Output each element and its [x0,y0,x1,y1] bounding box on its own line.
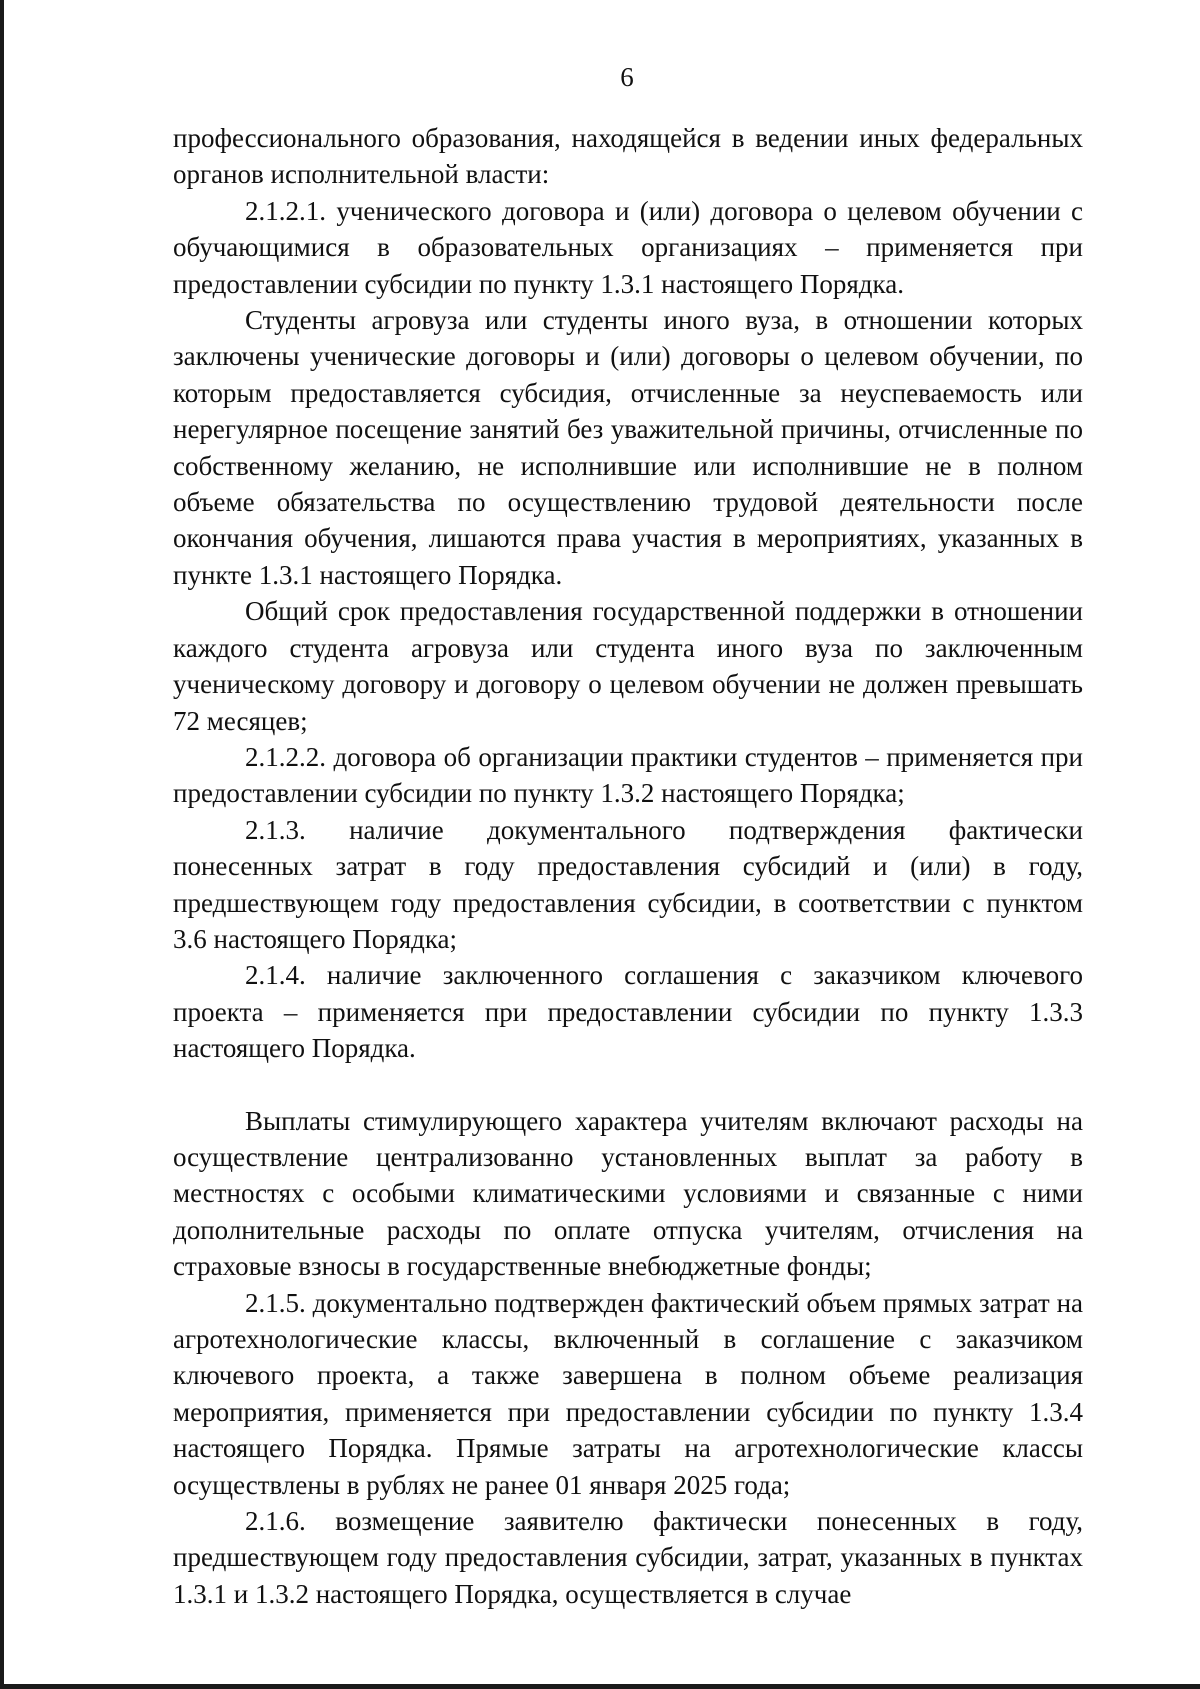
page-number: 6 [620,62,634,92]
scan-border-left [0,0,4,1689]
paragraph-2-1-2-2: 2.1.2.2. договора об организации практики студентов – применяется при предоставлении субсидии по пункту 1.3.2 настоящего Порядка; [173,741,1083,809]
scan-border-bottom [0,1684,1200,1689]
paragraph-continuation: профессионального образования, находящейся в ведении иных федеральных органов исполнительной власти: [173,123,1083,190]
paragraph-teacher-payments: Выплаты стимулирующего характера учителям включают расходы на осуществление централизованно установленных выплат за работу в местностях с особыми климатическими условиями и связанные с ними дополнительные расходы по оплате отпуска учителям, отчисления на страховые взносы в государственные внебюджетные фонды; [173,1105,1083,1282]
paragraph-2-1-5: 2.1.5. документально подтвержден фактический объем прямых затрат на агротехнологические классы, включенный в соглашение с заказчиком ключевого проекта, а также завершена в полном объеме реализация мероприятия, применяется при предоставлении субсидии по пункту 1.3.4 настоящего Порядка. Прямые затраты на агротехнологические классы осуществлены в рублях не ранее 01 января 2025 года; [173,1287,1083,1500]
paragraph-2-1-6: 2.1.6. возмещение заявителю фактически понесенных в году, предшествующем году предоставления субсидии, затрат, указанных в пунктах 1.3.1 и 1.3.2 настоящего Порядка, осуществляется в случае [173,1506,1083,1609]
paragraph-students-expelled: Студенты агровуза или студенты иного вуза, в отношении которых заключены ученические договоры и (или) договоры о целевом обучении, по которым предоставляется субсидия, отчисленные за неуспеваемость или нерегулярное посещение занятий без уважительной причины, отчисленные по собственному желанию, не исполнившие или исполнившие не в полном объеме обязательства по осуществлению трудовой деятельности после окончания обучения, лишаются права участия в мероприятиях, указанных в пункте 1.3.1 настоящего Порядка. [173,305,1083,590]
document-body [173,120,1083,1612]
paragraph-support-term: Общий срок предоставления государственной поддержки в отношении каждого студента агровуза или студента иного вуза по заключенным ученическому договору и договору о целевом обучении не должен превышать 72 месяцев; [173,596,1083,736]
paragraph-2-1-2-1: 2.1.2.1. ученического договора и (или) договора о целевом обучении с обучающимися в образовательных организациях – применяется при предоставлении субсидии по пункту 1.3.1 настоящего Порядка. [173,195,1083,299]
paragraph-2-1-3: 2.1.3. наличие документального подтверждения фактически понесенных затрат в году предоставления субсидий и (или) в году, предшествующем году предоставления субсидии, в соответствии с пунктом 3.6 настоящего Порядка; [173,814,1083,954]
paragraph-2-1-4: 2.1.4. наличие заключенного соглашения с заказчиком ключевого проекта – применяется при предоставлении субсидии по пункту 1.3.3 настоящего Порядка. [173,960,1083,1064]
